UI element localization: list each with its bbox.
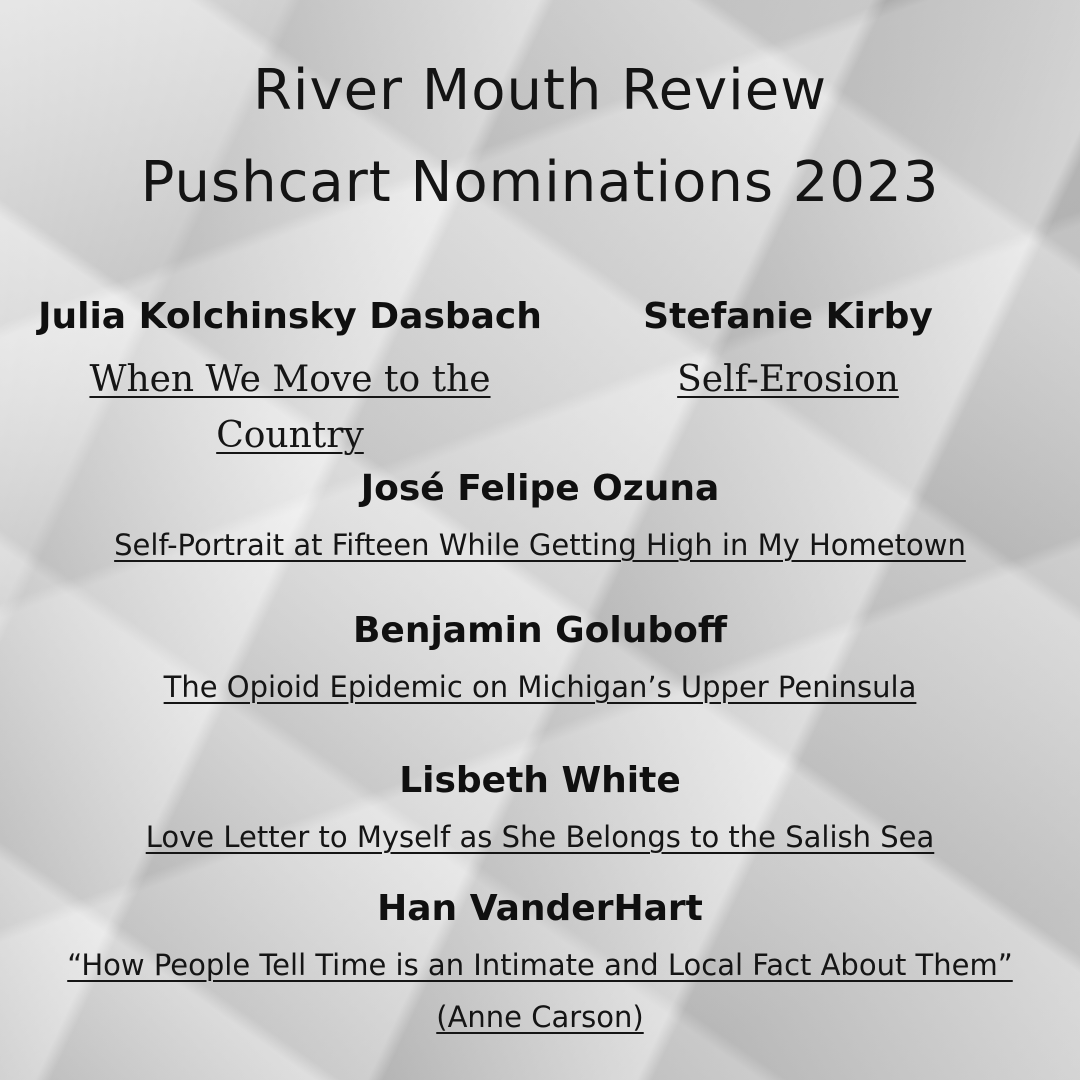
page-title-line-2: Pushcart Nominations 2023 xyxy=(140,150,940,215)
nominee-author-1: Julia Kolchinsky Dasbach xyxy=(38,296,542,337)
page-title-line-1: River Mouth Review xyxy=(252,58,827,123)
nominee-work-2: Self-Erosion xyxy=(677,359,899,400)
nominee-author-4: Benjamin Goluboff xyxy=(352,610,728,651)
nominee-author-5: Lisbeth White xyxy=(399,760,681,801)
nominee-work-4: The Opioid Epidemic on Michigan’s Upper Peninsula xyxy=(163,670,917,704)
nominee-work-5: Love Letter to Myself as She Belongs to the Salish Sea xyxy=(145,820,935,854)
nominee-work-6: “How People Tell Time is an Intimate and Local Fact About Them” xyxy=(67,948,1013,982)
nominee-work-3: Self-Portrait at Fifteen While Getting High in My Hometown xyxy=(114,528,966,562)
nominee-author-6: Han VanderHart xyxy=(377,888,703,929)
nominee-work-6-note: (Anne Carson) xyxy=(436,1000,644,1034)
nominee-author-3: José Felipe Ozuna xyxy=(360,468,720,509)
nominee-author-2: Stefanie Kirby xyxy=(643,296,933,337)
nominee-work-1: When We Move to the Country xyxy=(89,359,491,456)
